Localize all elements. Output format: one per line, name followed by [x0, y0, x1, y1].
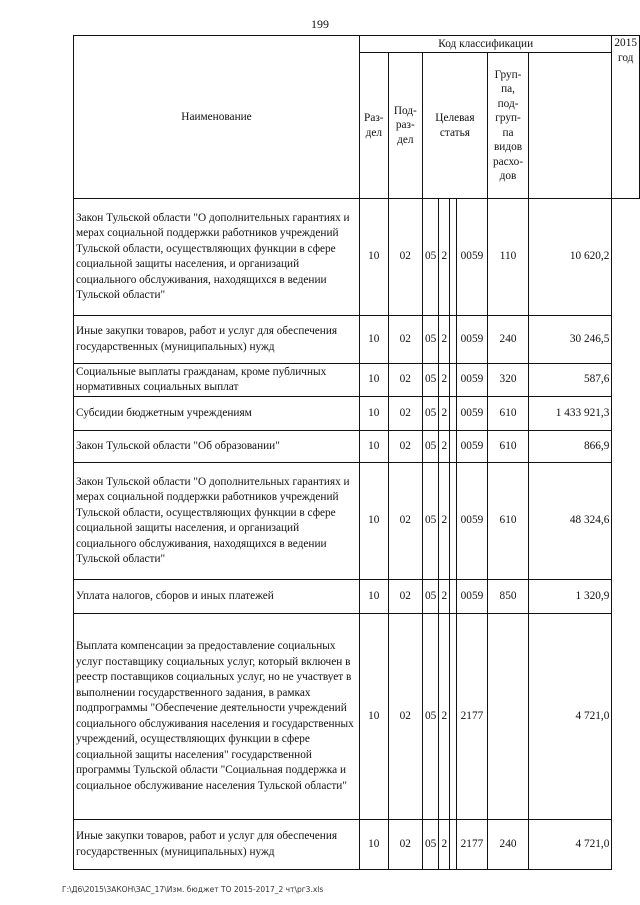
row-cs-subprogram: 2 [439, 431, 450, 463]
table-row [74, 316, 640, 364]
row-name: Уплата налогов, сборов и иных платежей [74, 580, 360, 614]
table-row [74, 463, 640, 580]
row-podrazdel: 02 [388, 431, 422, 463]
row-razdel: 10 [360, 614, 389, 820]
row-razdel: 10 [360, 199, 389, 316]
row-name: Субсидии бюджетным учреждениям [74, 397, 360, 431]
file-path-footer: Г:\Д6\2015\ЗАКОН\ЗАС_17\Изм. бюджет ТО 2015-2017_2 чт\рг3.xls [62, 885, 324, 894]
row-vid: 240 [487, 316, 528, 364]
row-cs-direction: 0059 [457, 397, 488, 431]
row-cs-blank [450, 820, 457, 870]
row-cs-blank [450, 397, 457, 431]
table-row [74, 431, 640, 463]
row-cs-program: 05 [423, 614, 439, 820]
row-amount: 4 721,0 [529, 614, 612, 820]
row-podrazdel: 02 [388, 316, 422, 364]
row-cs-blank [450, 614, 457, 820]
row-cs-subprogram: 2 [439, 364, 450, 397]
row-name: Закон Тульской области "О дополнительных гарантиях и мерах социальной поддержки работников учреждений Тульской области, осуществляющих функции в сфере социальной защиты населения, и организаций социального обслуживания, находящихся в ведении Тульской области" [74, 199, 360, 316]
row-amount: 587,6 [529, 364, 612, 397]
target-item-header: Целевая статья [423, 53, 488, 199]
row-cs-direction: 2177 [457, 820, 488, 870]
row-razdel: 10 [360, 364, 389, 397]
table-row [74, 820, 640, 870]
row-vid: 240 [487, 820, 528, 870]
row-vid: 610 [487, 431, 528, 463]
row-name: Социальные выплаты гражданам, кроме публичных нормативных социальных выплат [74, 364, 360, 397]
row-cs-program: 05 [423, 431, 439, 463]
row-cs-program: 05 [423, 199, 439, 316]
row-cs-program: 05 [423, 580, 439, 614]
row-name: Иные закупки товаров, работ и услуг для обеспечения государственных (муниципальных) нужд [74, 820, 360, 870]
row-cs-subprogram: 2 [439, 316, 450, 364]
row-cs-program: 05 [423, 316, 439, 364]
row-cs-direction: 0059 [457, 580, 488, 614]
row-cs-program: 05 [423, 820, 439, 870]
classification-header: Код классификации [360, 36, 612, 53]
row-cs-direction: 0059 [457, 364, 488, 397]
row-cs-subprogram: 2 [439, 463, 450, 580]
row-podrazdel: 02 [388, 614, 422, 820]
row-amount: 10 620,2 [529, 199, 612, 316]
row-amount: 866,9 [529, 431, 612, 463]
row-cs-program: 05 [423, 364, 439, 397]
row-name: Выплата компенсации за предоставление социальных услуг поставщику социальных услуг, который включен в реестр поставщиков социальных услуг, но не участвует в выполнении государственного задания, в рамках подпрограммы "Обеспечение деятельности учреждений социального обслуживания населения и государственных учреждений, осуществляющих функции в сфере социальной защиты населения" государственной программы Тульской области "Социальная поддержка и социальное обслуживание населения Тульской области" [74, 614, 360, 820]
table-row [74, 397, 640, 431]
row-cs-direction: 0059 [457, 431, 488, 463]
row-cs-subprogram: 2 [439, 397, 450, 431]
row-cs-blank [450, 580, 457, 614]
budget-table [73, 35, 640, 870]
row-podrazdel: 02 [388, 397, 422, 431]
row-cs-program: 05 [423, 397, 439, 431]
row-podrazdel: 02 [388, 820, 422, 870]
name-header: Наименование [74, 36, 360, 199]
row-cs-subprogram: 2 [439, 820, 450, 870]
table-row [74, 364, 640, 397]
row-razdel: 10 [360, 397, 389, 431]
page-number: 199 [311, 17, 329, 31]
row-cs-direction: 0059 [457, 463, 488, 580]
table-row [74, 199, 640, 316]
row-amount: 4 721,0 [529, 820, 612, 870]
row-name: Закон Тульской области "О дополнительных гарантиях и мерах социальной поддержки работников учреждений Тульской области, осуществляющих функции в сфере социальной защиты населения, и организаций социального обслуживания, находящихся в ведении Тульской области" [74, 463, 360, 580]
row-podrazdel: 02 [388, 580, 422, 614]
section-header: Раз- дел [360, 53, 389, 199]
subsection-header: Под- раз- дел [388, 53, 422, 199]
row-vid: 320 [487, 364, 528, 397]
row-cs-direction: 0059 [457, 316, 488, 364]
table-row [74, 580, 640, 614]
row-razdel: 10 [360, 316, 389, 364]
row-amount: 1 433 921,3 [529, 397, 612, 431]
row-cs-subprogram: 2 [439, 614, 450, 820]
row-podrazdel: 02 [388, 364, 422, 397]
row-cs-blank [450, 364, 457, 397]
row-cs-direction: 2177 [457, 614, 488, 820]
row-amount: 48 324,6 [529, 463, 612, 580]
row-vid: 610 [487, 463, 528, 580]
row-podrazdel: 02 [388, 463, 422, 580]
row-amount: 1 320,9 [529, 580, 612, 614]
row-razdel: 10 [360, 463, 389, 580]
row-cs-blank [450, 431, 457, 463]
row-cs-blank [450, 463, 457, 580]
row-cs-program: 05 [423, 463, 439, 580]
row-cs-subprogram: 2 [439, 580, 450, 614]
row-cs-blank [450, 199, 457, 316]
row-vid [487, 614, 528, 820]
row-amount: 30 246,5 [529, 316, 612, 364]
row-cs-direction: 0059 [457, 199, 488, 316]
row-vid: 850 [487, 580, 528, 614]
year-header: 2015 год [612, 36, 640, 199]
row-cs-blank [450, 316, 457, 364]
row-vid: 110 [487, 199, 528, 316]
row-podrazdel: 02 [388, 199, 422, 316]
table-row [74, 614, 640, 820]
row-cs-subprogram: 2 [439, 199, 450, 316]
row-razdel: 10 [360, 580, 389, 614]
row-razdel: 10 [360, 431, 389, 463]
row-razdel: 10 [360, 820, 389, 870]
expense-group-header: Груп- па, под- груп- па видов расхо- дов [487, 53, 528, 199]
row-name: Закон Тульской области "Об образовании" [74, 431, 360, 463]
row-vid: 610 [487, 397, 528, 431]
row-name: Иные закупки товаров, работ и услуг для обеспечения государственных (муниципальных) нужд [74, 316, 360, 364]
